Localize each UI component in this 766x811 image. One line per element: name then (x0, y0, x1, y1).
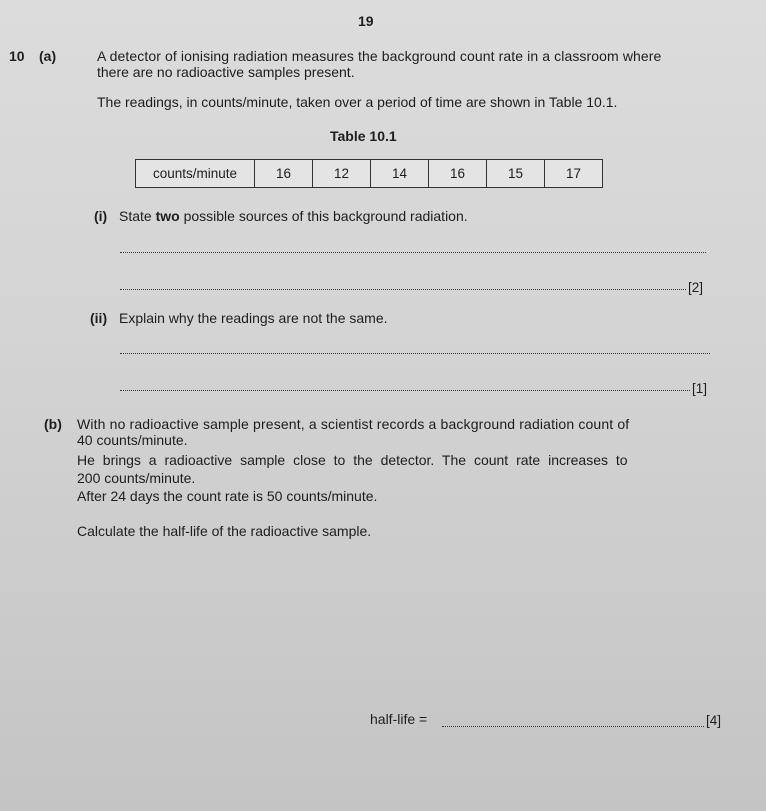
part-i-text-bold: two (155, 208, 180, 224)
readings-table (135, 159, 603, 188)
part-ii-question: Explain why the readings are not the same. (119, 310, 388, 326)
page-number: 19 (358, 13, 374, 29)
table-value-cell: 16 (429, 160, 487, 188)
part-b-label: (b) (44, 416, 62, 432)
part-ii-label: (ii) (90, 310, 108, 326)
part-i-marks: [2] (688, 280, 704, 295)
half-life-answer-line[interactable] (442, 726, 704, 727)
part-b-line3: He brings a radioactive sample close to the detector. The count rate increases to (77, 452, 628, 468)
answer-line-ii-1[interactable] (120, 353, 710, 354)
question-number: 10 (9, 48, 25, 64)
part-a-intro-line2: there are no radioactive samples present. (97, 64, 355, 80)
part-b-line4: 200 counts/minute. (77, 470, 196, 486)
readings-text: The readings, in counts/minute, taken over a period of time are shown in Table 10.1. (97, 94, 618, 110)
part-b-instruction: Calculate the half-life of the radioactive sample. (77, 523, 372, 539)
part-i-text-after: possible sources of this background radiation. (179, 208, 468, 224)
answer-line-i-1[interactable] (120, 252, 706, 253)
table-value-cell: 16 (255, 160, 313, 188)
table-value-cell: 14 (371, 160, 429, 188)
part-i-label: (i) (94, 208, 108, 224)
answer-line-i-2[interactable] (120, 289, 686, 290)
table-caption: Table 10.1 (330, 128, 397, 144)
table-value-cell: 12 (313, 160, 371, 188)
half-life-label: half-life = (370, 711, 428, 727)
table-value-cell: 15 (487, 160, 545, 188)
part-b-marks: [4] (706, 713, 722, 728)
part-a-label: (a) (39, 48, 57, 64)
table-value-cell: 17 (545, 160, 603, 188)
table-row (136, 160, 603, 188)
part-b-line5: After 24 days the count rate is 50 counts/minute. (77, 488, 378, 504)
part-a-intro-line1: A detector of ionising radiation measures the background count rate in a classroom where (97, 48, 662, 64)
part-b-line2: 40 counts/minute. (77, 432, 188, 448)
part-i-text-before: State (119, 208, 156, 224)
table-header-cell: counts/minute (136, 160, 255, 188)
answer-line-ii-2[interactable] (120, 390, 690, 391)
part-i-question (119, 208, 468, 225)
part-ii-marks: [1] (692, 381, 708, 396)
part-b-line1: With no radioactive sample present, a scientist records a background radiation count of (77, 416, 630, 432)
